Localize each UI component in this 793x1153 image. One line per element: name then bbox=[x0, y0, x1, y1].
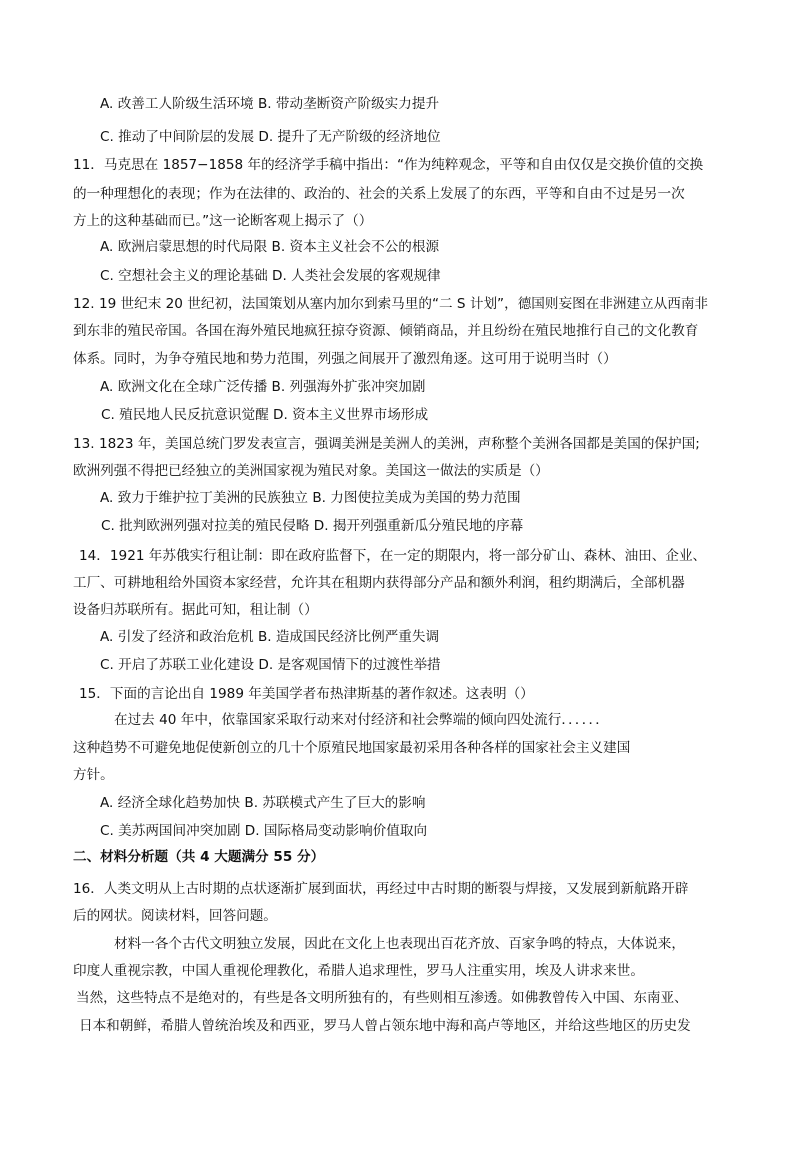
section-heading: 二、材料分析题（共 4 大题满分 55 分） bbox=[73, 849, 325, 865]
q11-stem-line1: 11．马克思在 1857−1858 年的经济学手稿中指出：“作为纯粹观念，平等和自由仅仅是交换价值的交换 bbox=[73, 157, 704, 173]
q12-options-ab: A. 欧洲文化在全球广泛传播 B. 列强海外扩张冲突加剧 bbox=[100, 379, 426, 395]
q13-stem-line2: 欧洲列强不得把已经独立的美洲国家视为殖民对象。美国这一做法的实质是（） bbox=[73, 463, 549, 479]
material-one-line3: 当然，这些特点不是绝对的，有些是各文明所独有的，有些则相互渗透。如佛教曾传入中国、东南亚、 bbox=[76, 990, 688, 1006]
q15-options-cd: C. 美苏两国间冲突加剧 D. 国际格局变动影响价值取向 bbox=[100, 823, 428, 839]
q16-stem-line1: 16．人类文明从上古时期的点状逐渐扩展到面状，再经过中古时期的断裂与焊接，又发展到新航路开辟 bbox=[73, 881, 689, 897]
q12-stem-line2: 到东非的殖民帝国。各国在海外殖民地疯狂掠夺资源、倾销商品，并且纷纷在殖民地推行自己的文化教育 bbox=[73, 323, 699, 339]
q15-stem: 15．下面的言论出自 1989 年美国学者布热津斯基的著作叙述。这表明（） bbox=[79, 686, 534, 702]
q14-options-ab: A. 引发了经济和政治危机 B. 造成国民经济比例严重失调 bbox=[100, 629, 440, 645]
q16-stem-line2: 后的网状。阅读材料，回答问题。 bbox=[73, 908, 277, 924]
q14-stem-line3: 设备归苏联所有。据此可知，租让制（） bbox=[73, 602, 318, 618]
material-one-line4: 日本和朝鲜，希腊人曾统治埃及和西亚，罗马人曾占领东地中海和高卢等地区，并给这些地区的历史发 bbox=[79, 1018, 691, 1034]
q10-options-ab: A. 改善工人阶级生活环境 B. 带动垄断资产阶级实力提升 bbox=[100, 96, 440, 112]
q12-stem-line1: 12. 19 世纪末 20 世纪初，法国策划从塞内加尔到索马里的“二 S 计划”，德国则妄图在非洲建立从西南非 bbox=[73, 296, 709, 312]
q10-options-cd: C. 推动了中间阶层的发展 D. 提升了无产阶级的经济地位 bbox=[100, 129, 441, 145]
material-one-line2: 印度人重视宗教，中国人重视伦理教化，希腊人追求理性，罗马人注重实用，埃及人讲求来世。 bbox=[73, 963, 644, 979]
q14-stem-line2: 工厂、可耕地租给外国资本家经营，允许其在租期内获得部分产品和额外利润，租约期满后，全部机器 bbox=[73, 575, 685, 591]
q13-stem-line1: 13. 1823 年，美国总统门罗发表宣言，强调美洲是美洲人的美洲，声称整个美洲各国都是美国的保护国; bbox=[73, 436, 700, 452]
q13-options-cd: C. 批判欧洲列强对拉美的殖民侵略 D. 揭开列强重新瓜分殖民地的序幕 bbox=[101, 518, 524, 534]
q12-options-cd: C. 殖民地人民反抗意识觉醒 D. 资本主义世界市场形成 bbox=[101, 407, 429, 423]
q15-quote-line3: 方针。 bbox=[73, 767, 114, 783]
q14-options-cd: C. 开启了苏联工业化建设 D. 是客观国情下的过渡性举措 bbox=[100, 657, 441, 673]
q15-quote-line2: 这种趋势不可避免地促使新创立的几十个原殖民地国家最初采用各种各样的国家社会主义建国 bbox=[73, 740, 631, 756]
q15-quote-line1: 在过去 40 年中，依靠国家采取行动来对付经济和社会弊端的倾向四处流行．．．．．． bbox=[114, 712, 609, 728]
q15-options-ab: A. 经济全球化趋势加快 B. 苏联模式产生了巨大的影响 bbox=[100, 795, 426, 811]
q11-options-ab: A. 欧洲启蒙思想的时代局限 B. 资本主义社会不公的根源 bbox=[100, 239, 440, 255]
material-one-line1: 材料一各个古代文明独立发展，因此在文化上也表现出百花齐放、百家争鸣的特点，大体说来， bbox=[114, 936, 685, 952]
q11-stem-line3: 方上的这种基础而已。”这一论断客观上揭示了（） bbox=[73, 213, 373, 229]
q11-options-cd: C. 空想社会主义的理论基础 D. 人类社会发展的客观规律 bbox=[100, 268, 441, 284]
q11-stem-line2: 的一种理想化的表现；作为在法律的、政治的、社会的关系上发展了的东西，平等和自由不过是另一次 bbox=[73, 186, 685, 202]
q13-options-ab: A. 致力于维护拉丁美洲的民族独立 B. 力图使拉美成为美国的势力范围 bbox=[100, 490, 521, 506]
q14-stem-line1: 14．1921 年苏俄实行租让制：即在政府监督下，在一定的期限内，将一部分矿山、森林、油田、企业、 bbox=[79, 548, 707, 564]
q12-stem-line3: 体系。同时，为争夺殖民地和势力范围，列强之间展开了激烈角逐。这可用于说明当时（） bbox=[73, 351, 617, 367]
